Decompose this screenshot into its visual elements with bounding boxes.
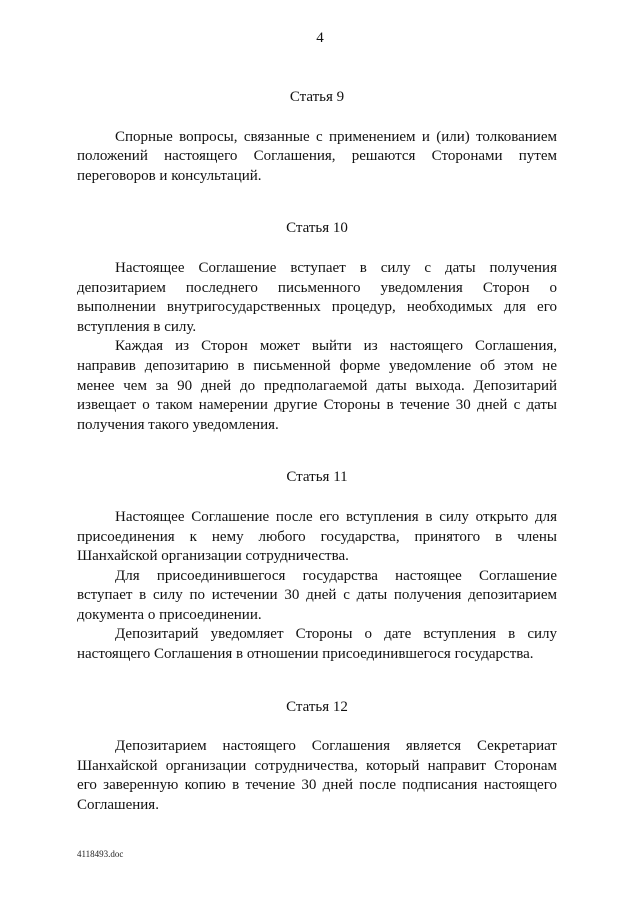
article-12 — [77, 698, 557, 816]
article-12-title: Статья 12 — [286, 698, 348, 715]
article-11-title: Статья 11 — [286, 469, 348, 486]
page-number: 4 — [316, 30, 324, 46]
article-9-paragraph-1: Спорные вопросы, связанные с применением и (или) толкованием положений настоящего Соглашения, решаются Сторонами путем переговоров и консультаций. — [77, 128, 557, 184]
article-11 — [77, 468, 557, 664]
article-10-paragraph-1: Настоящее Соглашение вступает в силу с даты получения депозитарием последнего письменного уведомления Сторон о выполнении внутригосударственных процедур, необходимых для его вступления в силу. — [77, 259, 557, 335]
article-11-paragraph-1: Настоящее Соглашение после его вступления в силу открыто для присоединения к нему любого государства, принятого в члены Шанхайской организации сотрудничества. — [77, 508, 557, 565]
article-11-paragraph-2: Для присоединившегося государства настоящее Соглашение вступает в силу по истечении 30 дней с даты получения депозитарием документа о присоединении. — [77, 567, 557, 623]
document-body — [77, 88, 557, 816]
article-10-paragraph-2: Каждая из Сторон может выйти из настоящего Соглашения, направив депозитарию в письменной форме уведомление об этом не менее чем за 90 дней до предполагаемой даты выхода. Депозитарий извещает о таком намерении другие Стороны в течение 30 дней с даты получения такого уведомления. — [77, 338, 557, 433]
article-12-paragraph-1: Депозитарием настоящего Соглашения является Секретариат Шанхайской организации сотрудничества, который направит Сторонам его заверенную копию в течение 30 дней после подписания настоящего Соглашения. — [77, 738, 557, 814]
article-10-title: Статья 10 — [286, 220, 348, 237]
article-10 — [77, 219, 557, 435]
article-11-paragraph-3: Депозитарий уведомляет Стороны о дате вступления в силу настоящего Соглашения в отношении присоединившегося государства. — [77, 626, 557, 663]
article-9-title: Статья 9 — [289, 89, 345, 105]
article-9 — [77, 88, 557, 186]
footer-file-name: 4118493.doc — [77, 849, 124, 859]
